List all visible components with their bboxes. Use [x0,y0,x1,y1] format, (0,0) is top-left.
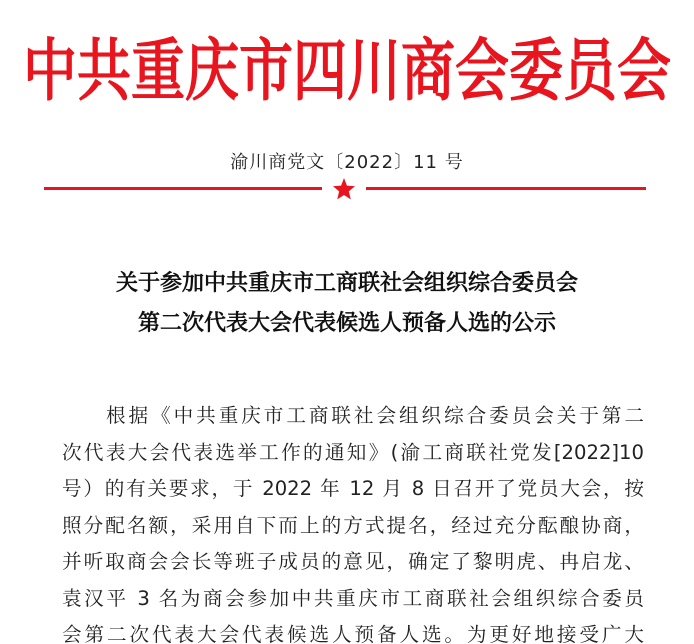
body-paragraph [62,398,644,644]
star-icon [332,177,356,201]
document-title-line-2: 第二次代表大会代表候选人预备人选的公示 [137,310,556,336]
body-line: 根据《中共重庆市工商联社会组织综合委员会关于第二 [106,404,644,427]
body-line: 次代表大会代表选举工作的通知》(渝工商联社党发[2022]10 [62,440,644,464]
body-line: 号）的有关要求，于 2022 年 12 月 8 日召开了党员大会，按 [62,477,644,500]
masthead-title: 中共重庆市四川商会委员会 [23,30,671,110]
document-title-line-1: 关于参加中共重庆市工商联社会组织综合委员会 [115,270,578,296]
document-number: 渝川商党文〔2022〕11 号 [230,152,464,173]
body-line: 照分配名额，采用自下而上的方式提名，经过充分酝酿协商， [62,513,644,537]
red-divider-right [366,187,646,190]
body-line: 并听取商会会长等班子成员的意见，确定了黎明虎、冉启龙、 [62,550,644,573]
body-line: 袁汉平 3 名为商会参加中共重庆市工商联社会组织综合委员 [62,586,644,610]
red-divider-left [44,187,322,190]
body-line: 会第二次代表大会代表候选人预备人选。为更好地接受广大 [62,623,644,644]
